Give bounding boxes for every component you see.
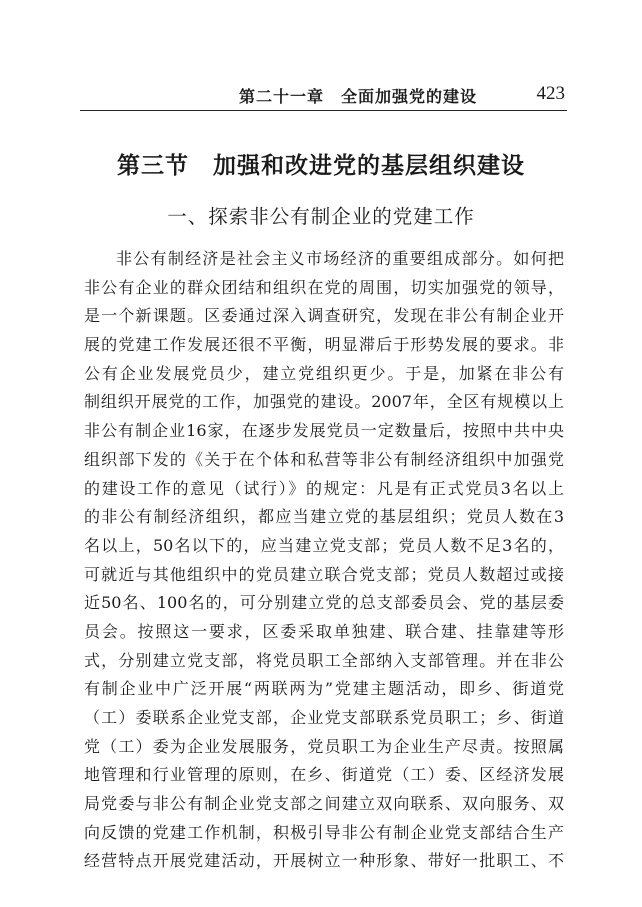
paragraph-line: 名以上，50名以下的，应当建立党支部；党员人数不足3名的， — [84, 535, 564, 555]
paragraph-line: 非公有制企业16家，在逐步发展党员一定数量后，按照中共中央 — [84, 421, 564, 441]
paragraph-line: 制组织开展党的工作，加强党的建设。2007年，全区有规模以上 — [84, 392, 564, 412]
paragraph-line: 的建设工作的意见（试行）》的规定：凡是有正式党员3名以上 — [84, 478, 564, 498]
paragraph-line: 地管理和行业管理的原则，在乡、街道党（工）委、区经济发展 — [84, 765, 564, 785]
paragraph-line: 非公有制经济是社会主义市场经济的重要组成部分。如何把 — [116, 249, 564, 268]
paragraph-line: 组织部下发的《关于在个体和私营等非公有制经济组织中加强党 — [84, 449, 564, 469]
section-title: 第三节 加强和改进党的基层组织建设 — [117, 153, 525, 179]
paragraph-line: 向反馈的党建工作机制，积极引导非公有制企业党支部结合生产 — [84, 822, 564, 842]
paragraph-line: 党（工）委为企业发展服务，党员职工为企业生产尽责。按照属 — [84, 736, 564, 756]
chapter-title: 第二十一章 全面加强党的建设 — [238, 87, 477, 106]
paragraph-line: 是一个新课题。区委通过深入调查研究，发现在非公有制企业开 — [84, 306, 564, 326]
paragraph-line: 非公有企业的群众团结和组织在党的周围，切实加强党的领导， — [84, 277, 564, 297]
body-paragraph — [84, 245, 564, 876]
paragraph-line: 有制企业中广泛开展“两联两为”党建主题活动，即乡、街道党 — [84, 679, 564, 699]
running-header — [80, 80, 567, 111]
paragraph-line: 展的党建工作发展还很不平衡，明显滞后于形势发展的要求。非 — [84, 335, 564, 355]
paragraph-line: 近50名、100名的，可分别建立党的总支部委员会、党的基层委 — [84, 593, 564, 613]
paragraph-line: 可就近与其他组织中的党员建立联合党支部；党员人数超过或接 — [84, 564, 564, 584]
paragraph-line: 员会。按照这一要求，区委采取单独建、联合建、挂靠建等形 — [84, 621, 564, 641]
paragraph-line: 经营特点开展党建活动，开展树立一种形象、带好一批职工、不 — [84, 851, 564, 871]
paragraph-line: 局党委与非公有制企业党支部之间建立双向联系、双向服务、双 — [84, 794, 564, 814]
paragraph-line: 的非公有制经济组织，都应当建立党的基层组织；党员人数在3 — [84, 507, 564, 527]
page-number: 423 — [536, 83, 565, 104]
subsection-title: 一、探索非公有制企业的党建工作 — [167, 205, 475, 228]
paragraph-line: 公有企业发展党员少，建立党组织更少。于是，加紧在非公有 — [84, 363, 564, 383]
paragraph-line: 式，分别建立党支部，将党员职工全部纳入支部管理。并在非公 — [84, 650, 564, 670]
paragraph-line: （工）委联系企业党支部，企业党支部联系党员职工；乡、街道 — [84, 708, 564, 727]
